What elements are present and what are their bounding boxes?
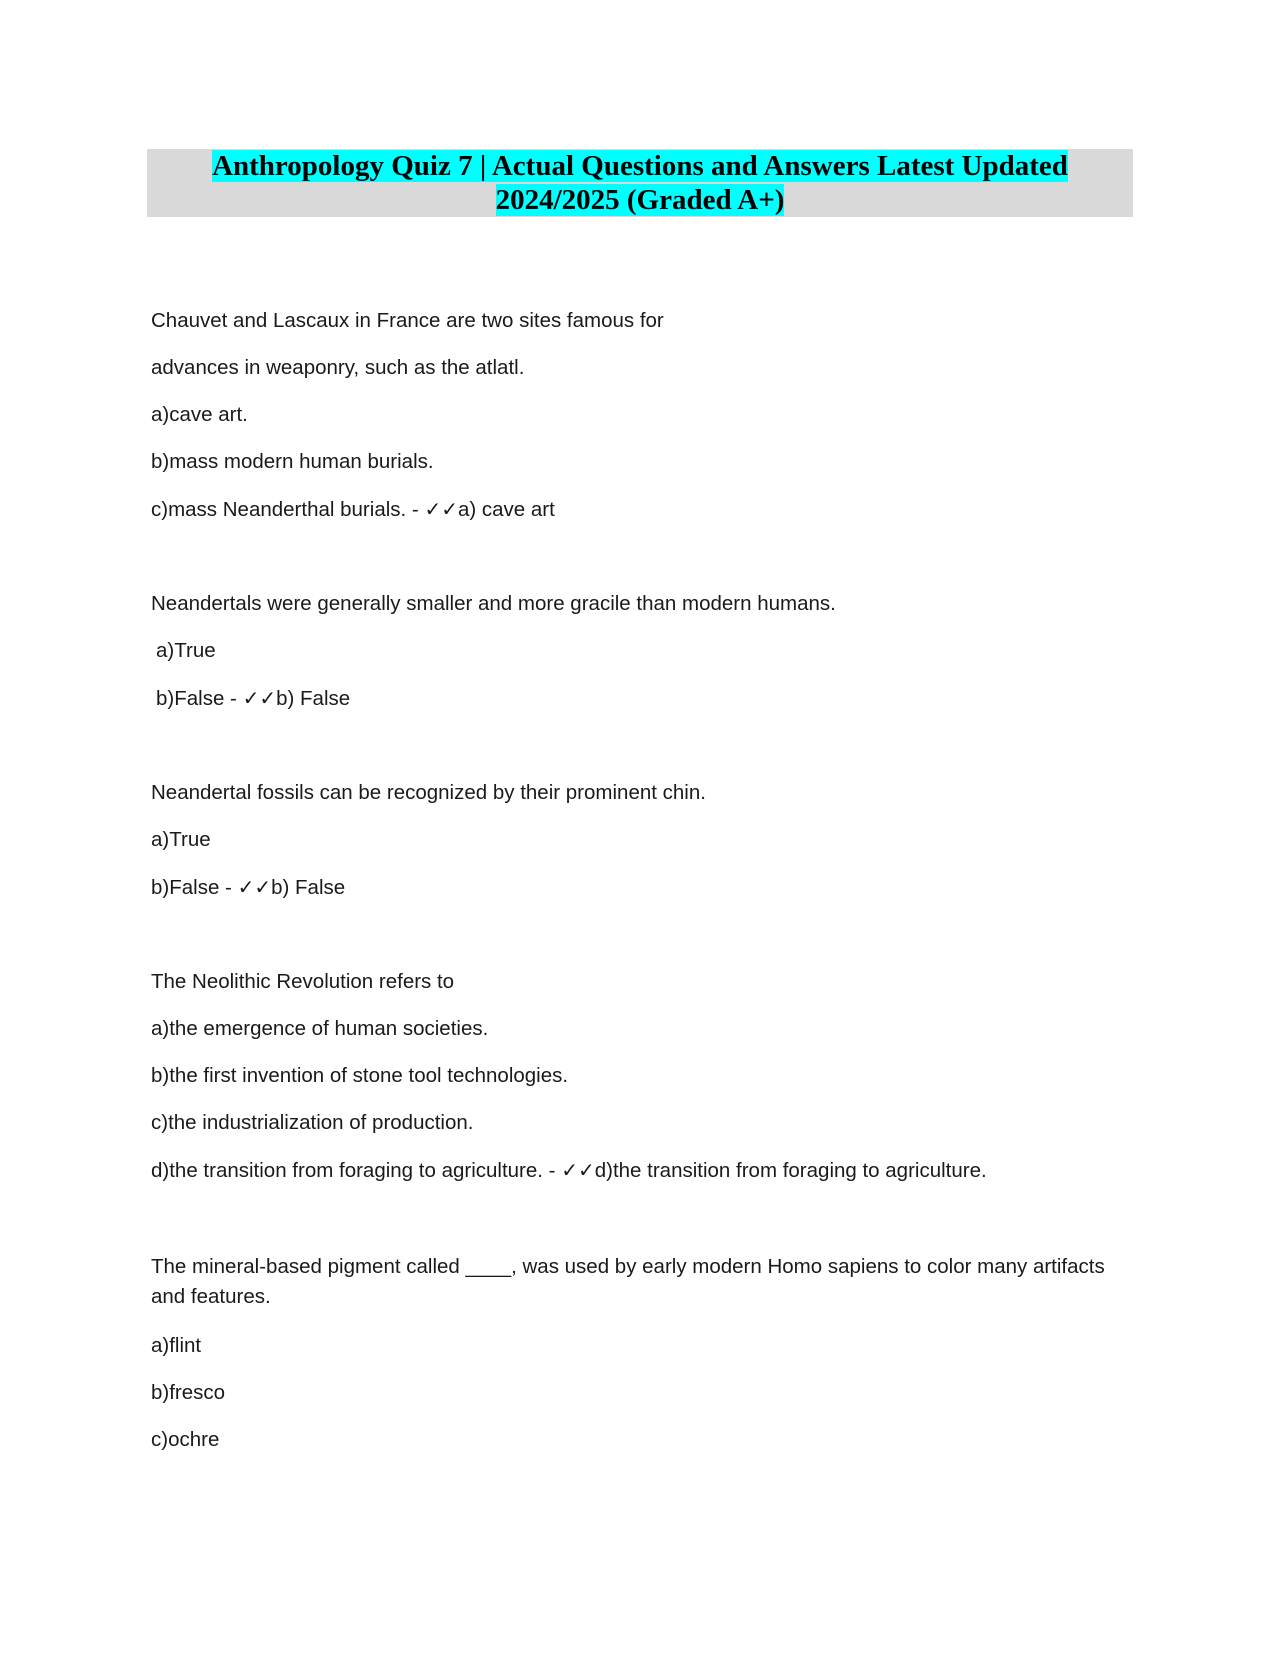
double-check-icon: ✓✓ bbox=[242, 686, 277, 710]
option-a: a)the emergence of human societies. bbox=[151, 1017, 489, 1040]
double-check-icon: ✓✓ bbox=[237, 875, 272, 899]
option-b: b)mass modern human burials. bbox=[151, 450, 434, 473]
option-a: a)flint bbox=[151, 1334, 202, 1357]
double-check-icon: ✓✓ bbox=[561, 1158, 595, 1182]
option-with-answer bbox=[151, 685, 1141, 712]
question-3 bbox=[151, 780, 1141, 901]
option-a: a)True bbox=[151, 828, 211, 851]
question-stem: Neandertals were generally smaller and more gracile than modern humans. bbox=[151, 592, 836, 615]
option-c: c)the industrialization of production. bbox=[151, 1111, 474, 1134]
question-stem: Chauvet and Lascaux in France are two sites famous for bbox=[151, 309, 664, 332]
title-line-1: Anthropology Quiz 7 | Actual Questions and Answers Latest Updated bbox=[212, 150, 1068, 182]
question-stem-continued: advances in weaponry, such as the atlatl. bbox=[151, 356, 525, 379]
document-title bbox=[147, 149, 1133, 217]
question-5 bbox=[151, 1252, 1141, 1453]
question-stem: Neandertal fossils can be recognized by their prominent chin. bbox=[151, 781, 706, 804]
correct-answer: b) False bbox=[271, 876, 346, 899]
question-2 bbox=[151, 591, 1141, 712]
option-b: b)fresco bbox=[151, 1381, 226, 1404]
question-stem: The Neolithic Revolution refers to bbox=[151, 970, 455, 993]
option-with-answer bbox=[151, 874, 1141, 901]
option-d: d)the transition from foraging to agriculture. - bbox=[151, 1159, 562, 1182]
questions-body bbox=[151, 308, 1141, 1521]
option-b: b)the first invention of stone tool technologies. bbox=[151, 1064, 569, 1087]
option-with-answer bbox=[151, 1157, 1141, 1184]
option-c: c)mass Neanderthal burials. - bbox=[151, 498, 425, 521]
option-b: b)False - bbox=[156, 687, 243, 710]
correct-answer: a) cave art bbox=[457, 498, 555, 521]
correct-answer: d)the transition from foraging to agriculture. bbox=[594, 1159, 987, 1182]
option-c: c)ochre bbox=[151, 1428, 220, 1451]
option-a: a)cave art. bbox=[151, 403, 248, 426]
option-b: b)False - bbox=[151, 876, 238, 899]
question-4 bbox=[151, 969, 1141, 1184]
option-a: a)True bbox=[156, 639, 216, 662]
question-1 bbox=[151, 308, 1141, 523]
title-line-2: 2024/2025 (Graded A+) bbox=[495, 184, 785, 216]
correct-answer: b) False bbox=[276, 687, 351, 710]
double-check-icon: ✓✓ bbox=[424, 497, 458, 521]
question-stem: The mineral-based pigment called ____, was used by early modern Homo sapiens to color many artifacts and features. bbox=[151, 1255, 1105, 1308]
option-with-answer bbox=[151, 496, 1141, 523]
